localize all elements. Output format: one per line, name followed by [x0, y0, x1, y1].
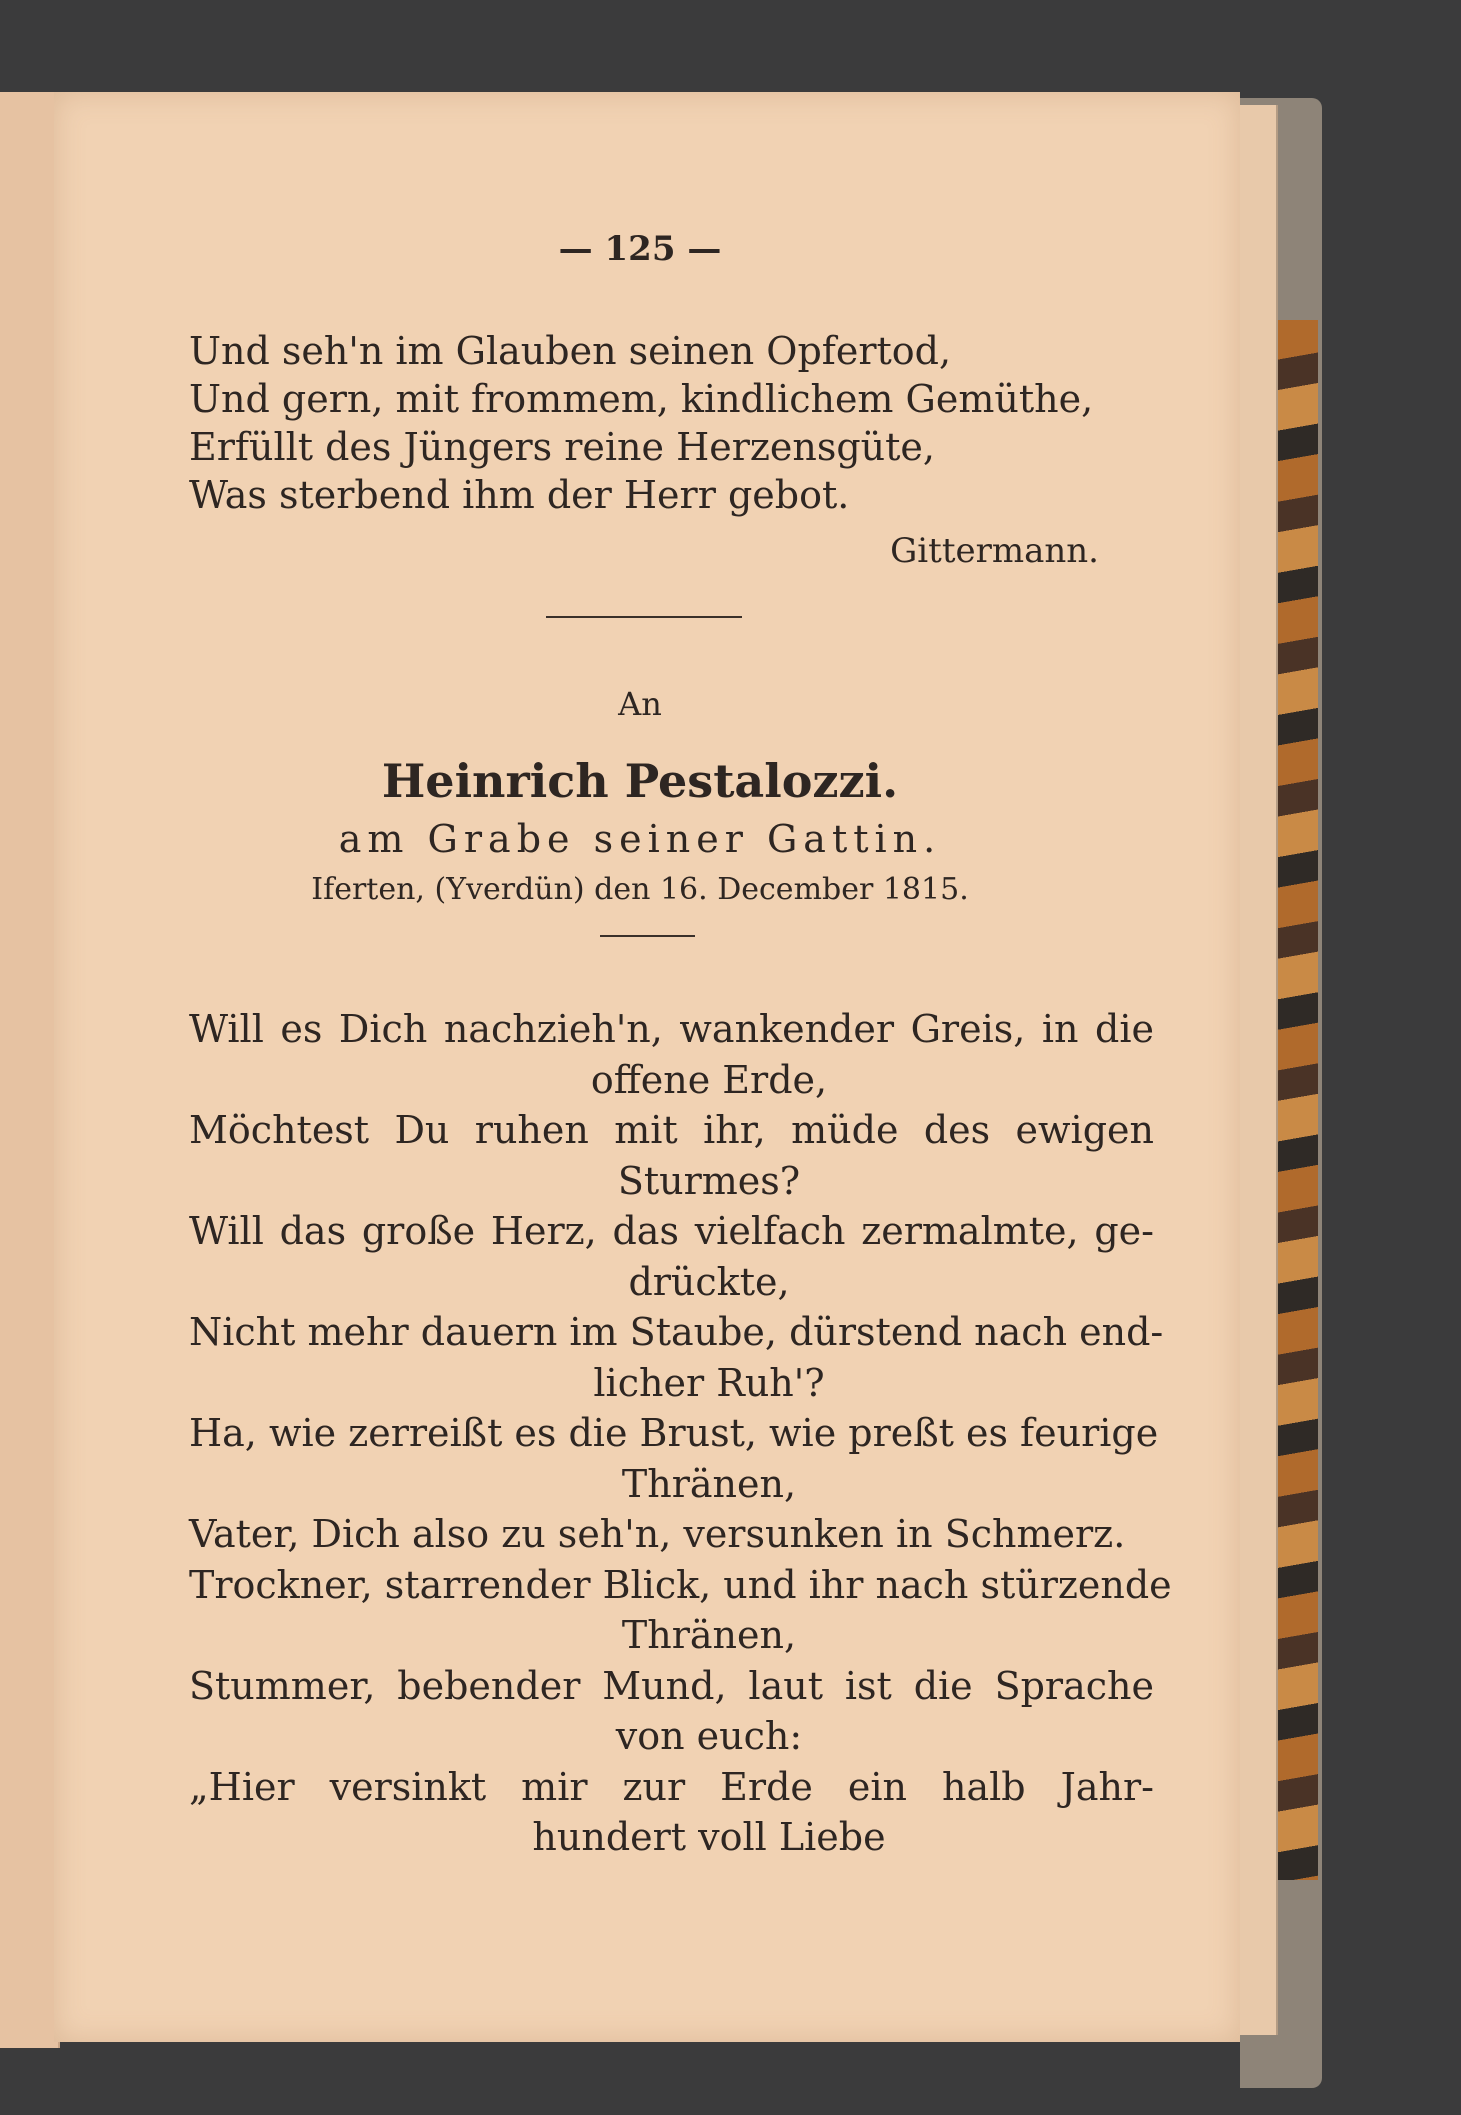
- verse-continuation: licher Ruh'?: [593, 1360, 825, 1405]
- verse-continuation: offene Erde,: [590, 1057, 828, 1102]
- left-page-edge: [0, 92, 60, 2048]
- verse-continuation: drückte,: [628, 1259, 790, 1304]
- verse-line: Erfüllt des Jüngers reine Herzensgüte,: [189, 425, 935, 469]
- verse-line: Vater, Dich also zu seh'n, versunken in Schmerz.: [189, 1512, 1126, 1556]
- page-number: — 125 —: [558, 229, 722, 269]
- verse-line: Will das große Herz, das vielfach zermalmte, ge-: [189, 1209, 1154, 1253]
- author-name: Gittermann.: [890, 531, 1099, 571]
- verse-line: Was sterbend ihm der Herr gebot.: [189, 473, 850, 517]
- verse-continuation: Thränen,: [621, 1613, 797, 1657]
- marbled-cover-edge: [1272, 320, 1318, 1880]
- verse-continuation: von euch:: [615, 1714, 803, 1758]
- dedication: An: [618, 685, 662, 723]
- verse-line: Ha, wie zerreißt es die Brust, wie preßt es feurige: [189, 1411, 1159, 1455]
- verse-continuation: hundert voll Liebe: [532, 1815, 886, 1859]
- poem-title: Heinrich Pestalozzi.: [381, 754, 899, 808]
- divider: [600, 935, 695, 937]
- verse-line: Will es Dich nachzieh'n, wankender Greis, in die: [189, 1007, 1154, 1051]
- verse-line: Trockner, starrender Blick, und ihr nach stürzende: [189, 1562, 1172, 1607]
- book-page: [54, 92, 1240, 2042]
- verse-line: Und gern, mit frommem, kindlichem Gemüthe,: [189, 377, 1094, 421]
- verse-continuation: Thränen,: [621, 1461, 797, 1506]
- divider: [546, 616, 742, 618]
- verse-line: Möchtest Du ruhen mit ihr, müde des ewigen: [189, 1108, 1154, 1152]
- verse-line: Stummer, bebender Mund, laut ist die Sprache: [189, 1663, 1154, 1708]
- poem-subtitle: am Grabe seiner Gattin.: [338, 817, 942, 861]
- page-edges: [1236, 105, 1278, 2035]
- verse-line: Und seh'n im Glauben seinen Opfertod,: [189, 329, 952, 373]
- verse-line: „Hier versinkt mir zur Erde ein halb Jahr-: [189, 1764, 1154, 1809]
- verse-line: Nicht mehr dauern im Staube, dürstend nach end-: [189, 1310, 1164, 1354]
- place-date: Iferten, (Yverdün) den 16. December 1815.: [311, 872, 969, 907]
- verse-continuation: Sturmes?: [617, 1158, 801, 1203]
